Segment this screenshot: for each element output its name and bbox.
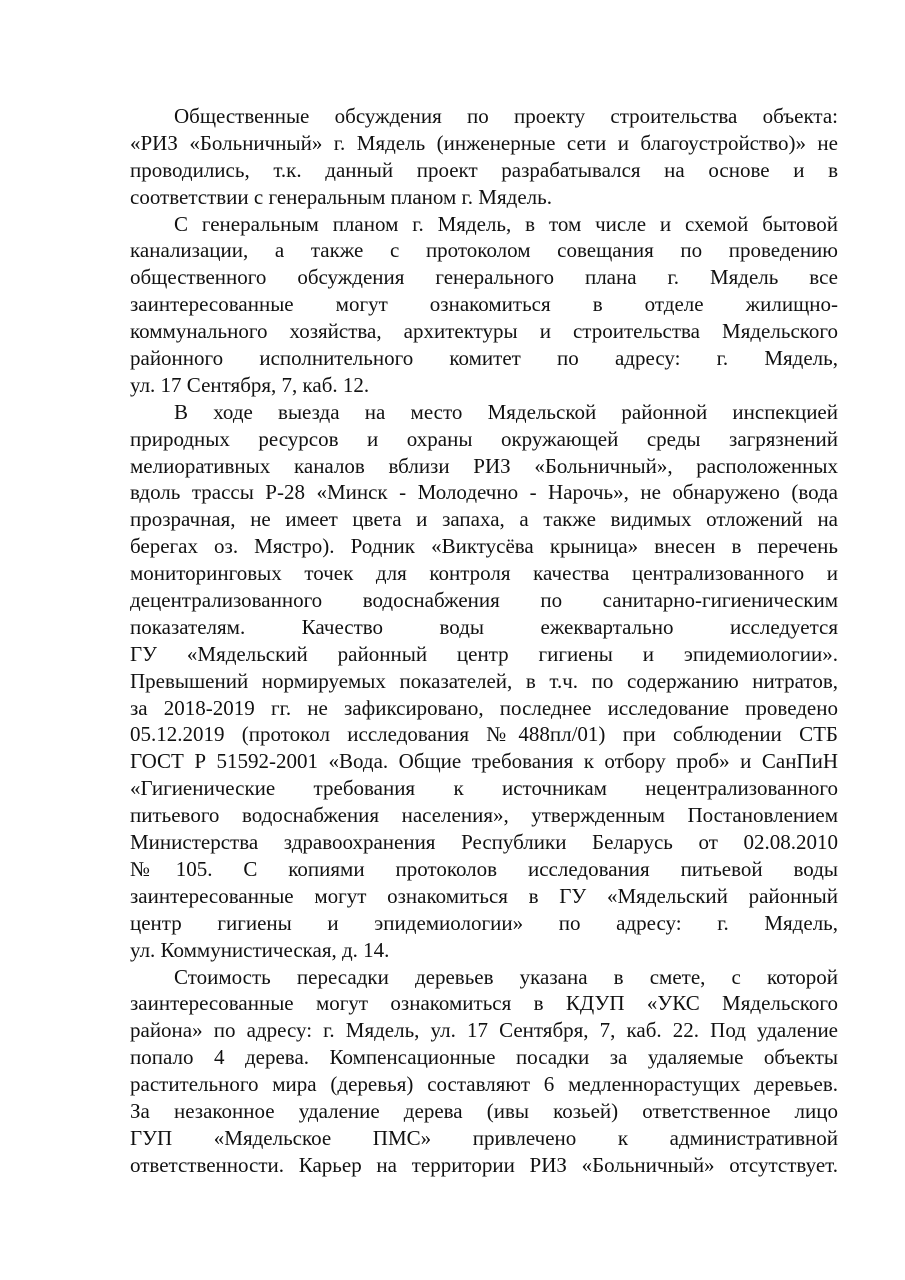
text-line: мелиоративных каналов вблизи РИЗ «Больничный», расположенных [130, 453, 838, 478]
text-line: за 2018-2019 гг. не зафиксировано, последнее исследование проведено [130, 695, 838, 720]
text-line: ул. 17 Сентября, 7, каб. 12. [130, 372, 370, 397]
text-line: коммунального хозяйства, архитектуры и строительства Мядельского [130, 319, 838, 344]
text-line: ул. Коммунистическая, д. 14. [130, 937, 390, 962]
text-line: канализации, а также с протоколом совещания по проведению [130, 238, 838, 263]
text-line: показателям. Качество воды ежеквартально исследуется [130, 614, 838, 639]
paragraph [130, 964, 838, 1179]
text-line: Стоимость пересадки деревьев указана в смете, с которой [174, 964, 838, 989]
text-line: центр гигиены и эпидемиологии» по адресу: г. Мядель, [130, 910, 838, 935]
text-line: ГУ «Мядельский районный центр гигиены и эпидемиологии». [130, 641, 838, 666]
text-line: В ходе выезда на место Мядельской районной инспекцией [174, 399, 838, 424]
text-line: районного исполнительного комитет по адресу: г. Мядель, [130, 346, 838, 371]
text-line: вдоль трассы Р-28 «Минск - Молодечно - Нарочь», не обнаружено (вода [130, 480, 838, 505]
document-page [130, 103, 838, 1179]
text-line: питьевого водоснабжения населения», утвержденным Постановлением [130, 803, 838, 828]
text-line: Министерства здравоохранения Республики Беларусь от 02.08.2010 [130, 830, 838, 855]
text-line: заинтересованные могут ознакомиться в КДУП «УКС Мядельского [130, 991, 838, 1016]
text-line: 05.12.2019 (протокол исследования №488пл/01) при соблюдении СТБ [130, 722, 838, 747]
text-line: ответственности. Карьер на территории РИЗ «Больничный» отсутствует. [130, 1152, 838, 1177]
text-line: проводились, т.к. данный проект разрабатывался на основе и в [130, 157, 838, 182]
text-line: прозрачная, не имеет цвета и запаха, а также видимых отложений на [130, 507, 838, 532]
paragraph [130, 399, 838, 964]
text-line: мониторинговых точек для контроля качества централизованного и [130, 561, 838, 586]
text-line: «РИЗ «Больничный» г. Мядель (инженерные сети и благоустройство)» не [130, 130, 838, 155]
paragraph [130, 103, 838, 211]
text-line: района» по адресу: г. Мядель, ул. 17 Сентября, 7, каб. 22. Под удаление [130, 1018, 838, 1043]
text-line: попало 4 дерева. Компенсационные посадки за удаляемые объекты [130, 1045, 838, 1070]
text-line: децентрализованного водоснабжения по санитарно-гигиеническим [130, 588, 838, 613]
text-line: общественного обсуждения генерального плана г. Мядель все [130, 265, 838, 290]
text-line: ГУП «Мядельское ПМС» привлечено к административной [130, 1125, 838, 1150]
text-line: заинтересованные могут ознакомиться в отделе жилищно- [130, 292, 838, 317]
text-line: №105. С копиями протоколов исследования питьевой воды [130, 856, 838, 881]
text-line: растительного мира (деревья) составляют 6 медленнорастущих деревьев. [130, 1072, 838, 1097]
text-line: берегах оз. Мястро). Родник «Виктусёва крыница» внесен в перечень [130, 534, 838, 559]
text-line: природных ресурсов и охраны окружающей среды загрязнений [130, 426, 838, 451]
paragraph [130, 211, 838, 399]
text-line: За незаконное удаление дерева (ивы козьей) ответственное лицо [130, 1098, 838, 1123]
text-line: заинтересованные могут ознакомиться в ГУ «Мядельский районный [130, 883, 838, 908]
text-line: «Гигиенические требования к источникам нецентрализованного [130, 776, 838, 801]
text-line: С генеральным планом г. Мядель, в том числе и схемой бытовой [174, 211, 838, 236]
text-line: Превышений нормируемых показателей, в т.ч. по содержанию нитратов, [130, 668, 838, 693]
text-line: ГОСТ Р 51592-2001 «Вода. Общие требования к отбору проб» и СанПиН [130, 749, 838, 774]
text-line: соответствии с генеральным планом г. Мядель. [130, 184, 552, 209]
text-line: Общественные обсуждения по проекту строительства объекта: [174, 104, 838, 128]
